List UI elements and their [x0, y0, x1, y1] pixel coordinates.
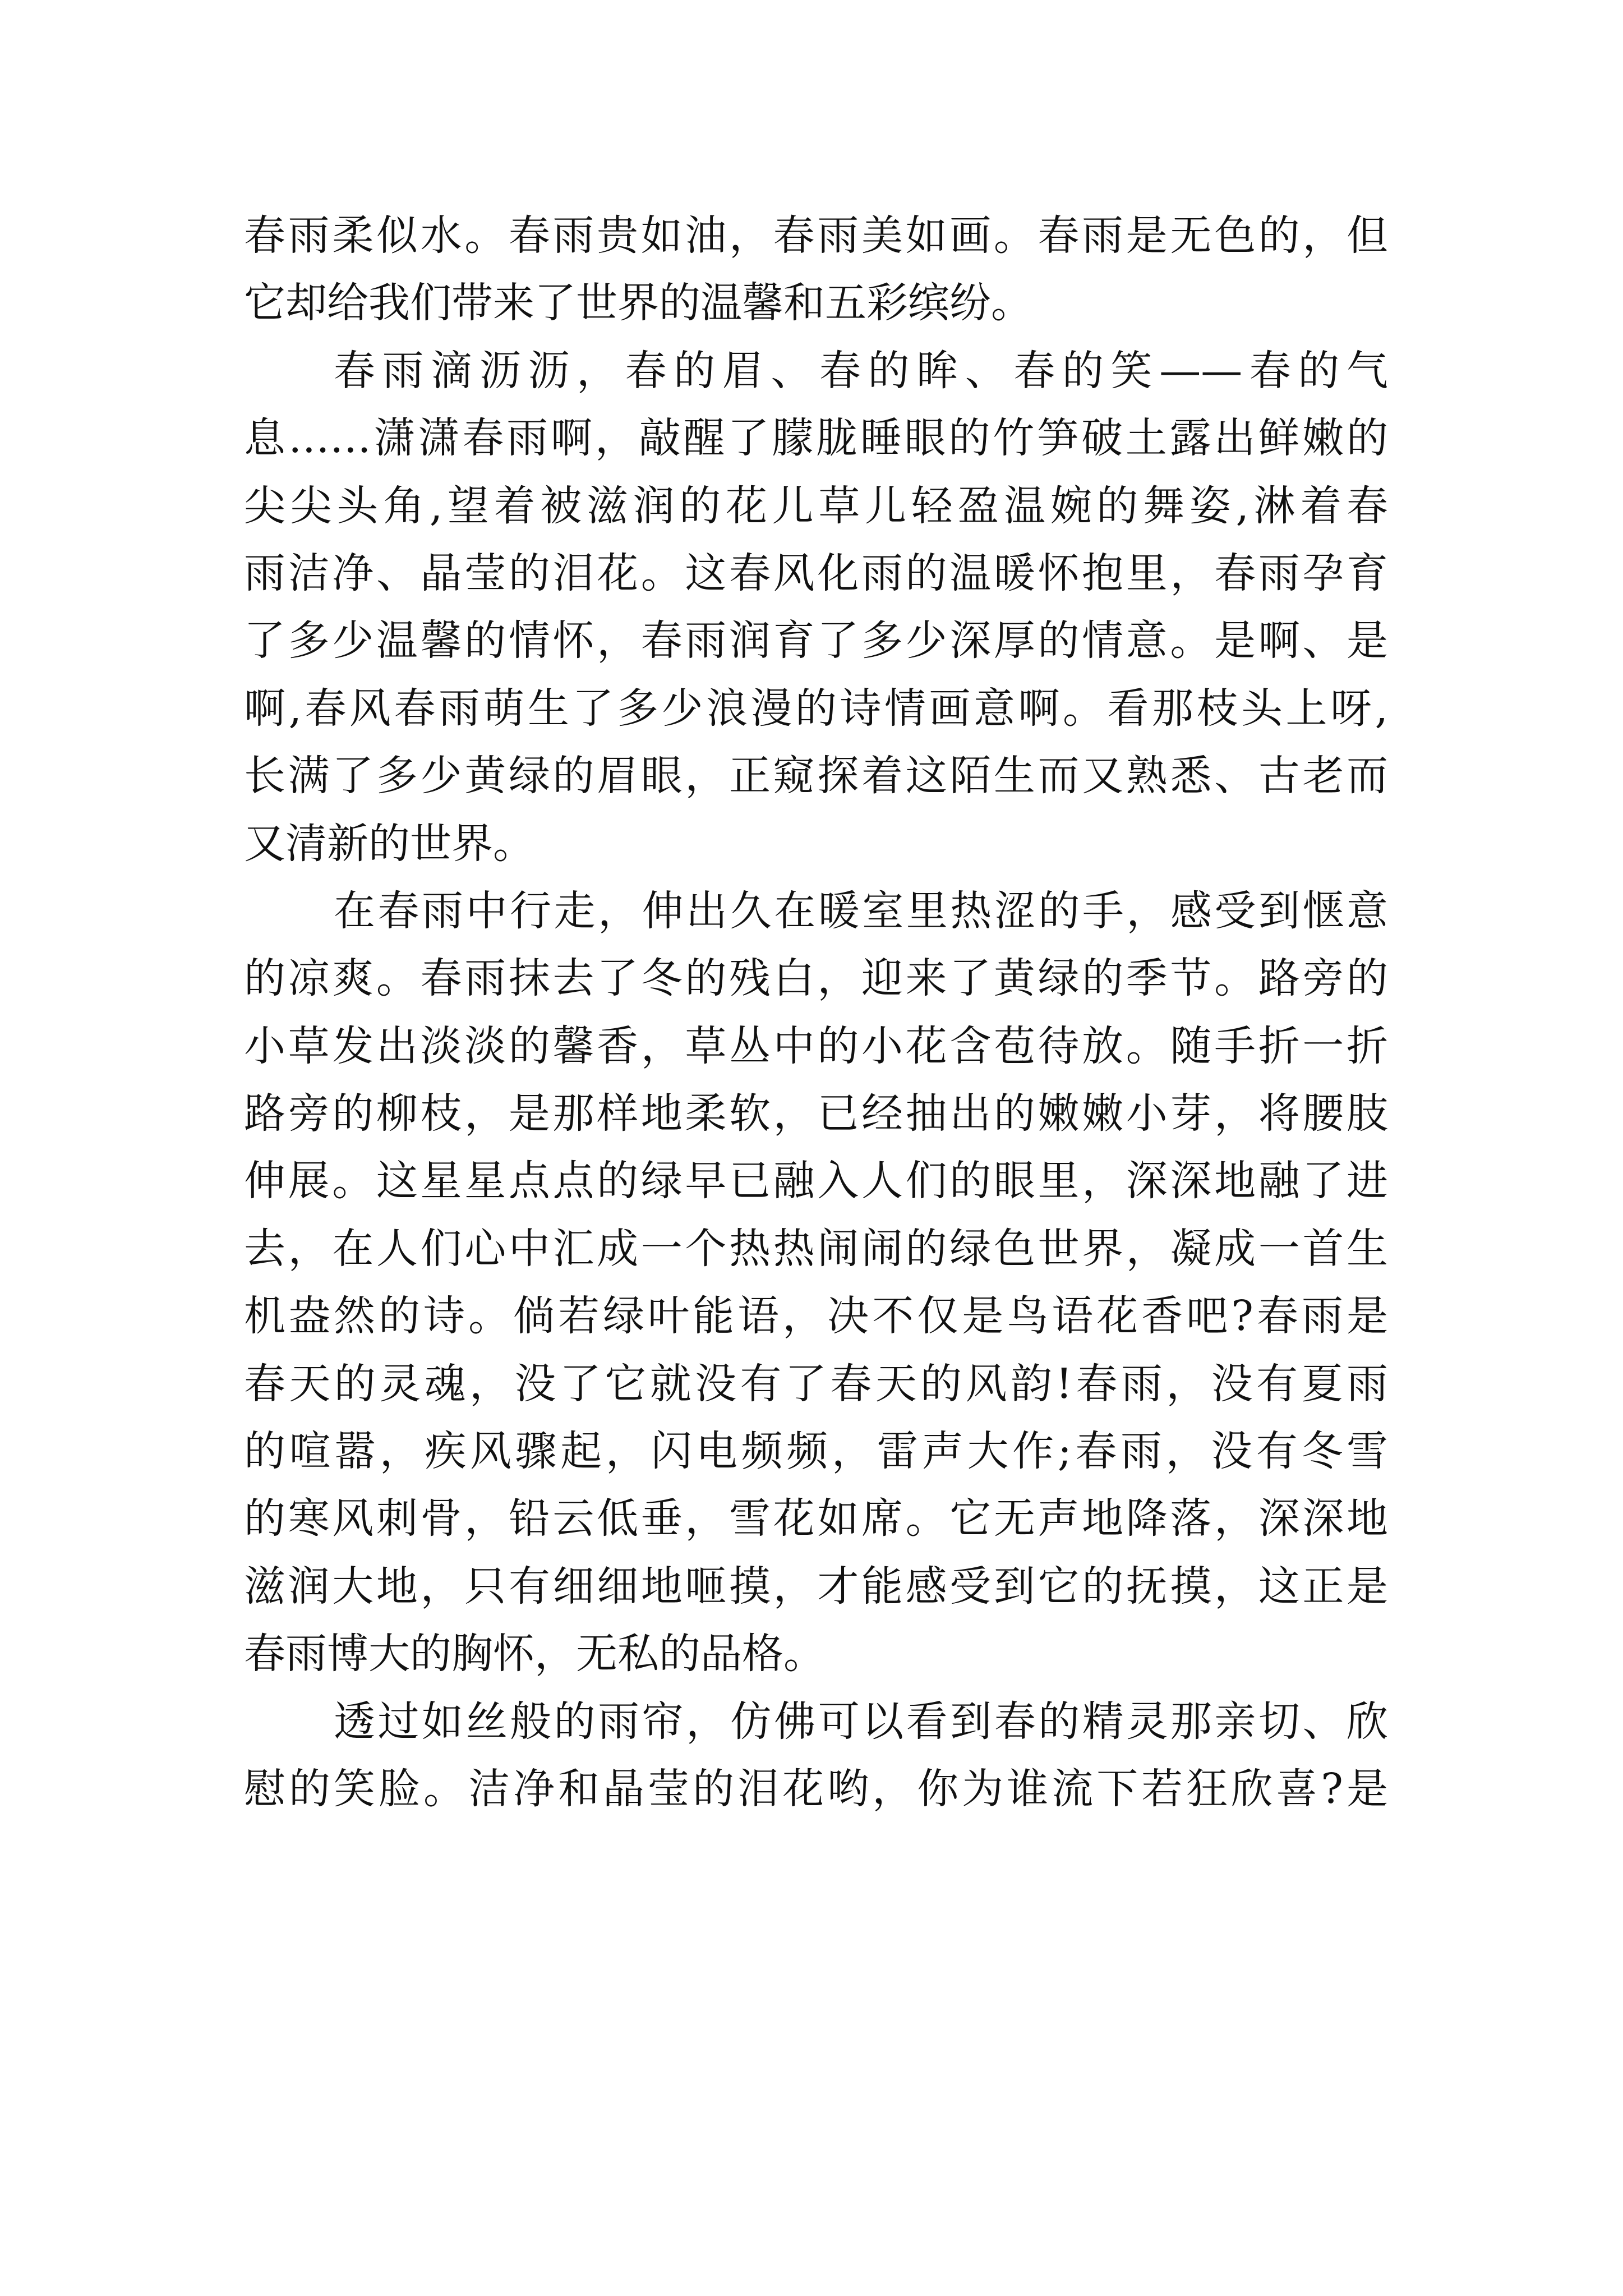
- text-line: 春雨博大的胸怀，无私的品格。: [244, 1630, 825, 1678]
- text-line: 雨洁净、晶莹的泪花。这春风化雨的温暖怀抱里，春雨孕育: [244, 549, 1388, 597]
- text-line: 的寒风刺骨，铅云低垂，雪花如席。它无声地降落，深深地: [244, 1494, 1388, 1543]
- text-line: 慰的笑脸。洁净和晶莹的泪花哟，你为谁流下若狂欣喜?是: [244, 1764, 1388, 1813]
- paragraph-3: [244, 877, 1388, 1688]
- text-line: 春天的灵魂，没了它就没有了春天的风韵!春雨，没有夏雨: [244, 1359, 1388, 1408]
- text-line: 路旁的柳枝，是那样地柔软，已经抽出的嫩嫩小芽，将腰肢: [244, 1089, 1388, 1138]
- text-line: 它却给我们带来了世界的温馨和五彩缤纷。: [244, 279, 1032, 328]
- text-line: 小草发出淡淡的馨香，草丛中的小花含苞待放。随手折一折: [244, 1022, 1388, 1070]
- text-line: 了多少温馨的情怀，春雨润育了多少深厚的情意。是啊、是: [244, 616, 1388, 665]
- text-line: 啊,春风春雨萌生了多少浪漫的诗情画意啊。看那枝头上呀,: [244, 684, 1388, 733]
- paragraph-1: [244, 202, 1388, 337]
- article-body: [244, 202, 1388, 1823]
- paragraph-2: [244, 337, 1388, 877]
- text-line: 春雨滴沥沥，春的眉、春的眸、春的笑——春的气: [334, 346, 1388, 395]
- text-line: 春雨柔似水。春雨贵如油，春雨美如画。春雨是无色的，但: [244, 211, 1388, 260]
- text-line: 在春雨中行走，伸出久在暖室里热涩的手，感受到惬意: [334, 886, 1388, 935]
- paragraph-4: [244, 1688, 1388, 1823]
- text-line: 伸展。这星星点点的绿早已融入人们的眼里，深深地融了进: [244, 1157, 1388, 1205]
- text-line: 滋润大地，只有细细地咂摸，才能感受到它的抚摸，这正是: [244, 1562, 1388, 1611]
- text-line: 透过如丝般的雨帘，仿佛可以看到春的精灵那亲切、欣: [334, 1697, 1388, 1746]
- text-line: 的喧嚣，疾风骤起，闪电频频，雷声大作;春雨，没有冬雪: [244, 1427, 1388, 1476]
- text-line: 息……潇潇春雨啊，敲醒了朦胧睡眼的竹笋破土露出鲜嫩的: [244, 414, 1388, 463]
- text-line: 又清新的世界。: [244, 819, 534, 868]
- text-line: 机盎然的诗。倘若绿叶能语，决不仅是鸟语花香吧?春雨是: [244, 1292, 1388, 1341]
- text-line: 去，在人们心中汇成一个热热闹闹的绿色世界，凝成一首生: [244, 1224, 1388, 1273]
- text-line: 长满了多少黄绿的眉眼，正窥探着这陌生而又熟悉、古老而: [244, 752, 1388, 800]
- text-line: 的凉爽。春雨抹去了冬的残白，迎来了黄绿的季节。路旁的: [244, 954, 1388, 1003]
- text-line: 尖尖头角,望着被滋润的花儿草儿轻盈温婉的舞姿,淋着春: [244, 481, 1388, 530]
